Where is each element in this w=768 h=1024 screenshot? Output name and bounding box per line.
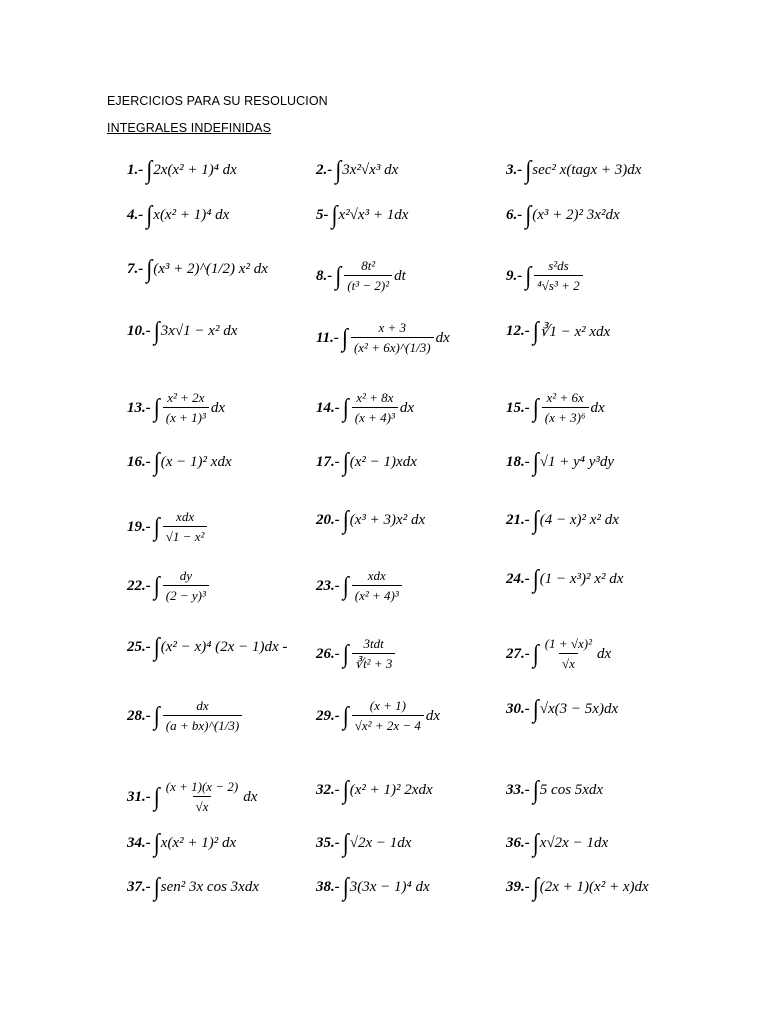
fraction [163, 509, 208, 545]
integral-sign: ∫ [153, 316, 160, 345]
integrand: (x³ + 2)² 3x²dx [532, 206, 620, 223]
fraction [344, 258, 392, 294]
integrand: (x³ + 3)x² dx [349, 511, 426, 528]
exercise-item [506, 828, 609, 857]
exercise-number: 11.- [316, 329, 339, 346]
integral-sign: ∫ [532, 447, 539, 476]
exercise-item [127, 698, 244, 734]
exercise-item [316, 872, 430, 901]
integral-sign: ∫ [525, 155, 532, 184]
exercise-number: 30.- [506, 700, 530, 717]
numerator: 8t² [361, 258, 376, 273]
integral-sign: ∫ [335, 261, 342, 290]
integral-sign: ∫ [532, 872, 539, 901]
integral-sign: ∫ [153, 828, 160, 857]
page-title: EJERCICIOS PARA SU RESOLUCION [107, 94, 328, 108]
exercise-item [506, 505, 619, 534]
exercise-number: 4.- [127, 206, 144, 223]
numerator: x² + 8x [356, 390, 394, 405]
integrand: x(x² + 1)² dx [160, 834, 237, 851]
exercise-item [127, 200, 230, 229]
integral-sign: ∫ [532, 505, 539, 534]
integrand: (4 − x)² x² dx [539, 511, 619, 528]
numerator: dy [179, 568, 192, 583]
integral-sign: ∫ [532, 393, 539, 422]
exercise-number: 27.- [506, 645, 530, 662]
exercise-number: 22.- [127, 577, 151, 594]
differential: dx [590, 399, 605, 416]
numerator: dx [196, 698, 209, 713]
integral-sign: ∫ [342, 505, 349, 534]
integral-sign: ∫ [146, 254, 153, 283]
exercise-number: 1.- [127, 161, 144, 178]
denominator: (x² + 4)³ [352, 585, 402, 604]
exercise-number: 26.- [316, 645, 340, 662]
integral-sign: ∫ [342, 639, 349, 668]
integrand: (x² − 1)xdx [349, 453, 417, 470]
integral-sign: ∫ [532, 775, 539, 804]
differential: dx [435, 329, 450, 346]
differential: dx [210, 399, 226, 416]
numerator: xdx [176, 509, 195, 524]
fraction [163, 698, 242, 734]
exercise-number: 33.- [506, 781, 530, 798]
exercise-number: 36.- [506, 834, 530, 851]
integrand: x(x² + 1)⁴ dx [153, 206, 230, 223]
differential: dx [425, 707, 441, 724]
exercise-item [506, 258, 585, 294]
integrand: (1 − x³)² x² dx [539, 570, 624, 587]
integral-sign: ∫ [146, 200, 153, 229]
integrand: sen² 3x cos 3xdx [160, 878, 259, 895]
exercise-item [506, 316, 611, 345]
exercise-number: 34.- [127, 834, 151, 851]
integral-sign: ∫ [532, 316, 539, 345]
exercise-item [127, 632, 288, 661]
denominator: √1 − x² [163, 526, 208, 545]
exercise-item [506, 775, 604, 804]
integral-sign: ∫ [342, 872, 349, 901]
integrand: (x − 1)² xdx [160, 453, 232, 470]
fraction [352, 636, 396, 672]
integral-sign: ∫ [342, 775, 349, 804]
exercise-number: 23.- [316, 577, 340, 594]
numerator: (1 + √x)² [544, 636, 593, 651]
exercise-item [127, 390, 225, 426]
denominator: (t³ − 2)² [344, 275, 392, 294]
exercise-item [506, 390, 605, 426]
fraction [163, 568, 209, 604]
exercise-number: 24.- [506, 570, 530, 587]
integral-sign: ∫ [525, 261, 532, 290]
exercise-number: 14.- [316, 399, 340, 416]
exercise-number: 9.- [506, 267, 523, 284]
numerator: x² + 6x [546, 390, 584, 405]
exercise-number: 2.- [316, 161, 333, 178]
exercise-number: 28.- [127, 707, 151, 724]
denominator: (a + bx)^(1/3) [163, 715, 242, 734]
numerator: (x + 1)(x − 2) [165, 779, 239, 794]
integral-sign: ∫ [525, 200, 532, 229]
integral-sign: ∫ [335, 155, 342, 184]
integral-sign: ∫ [153, 393, 160, 422]
exercise-number: 31.- [127, 788, 151, 805]
denominator: √x² + 2x − 4 [352, 715, 424, 734]
integral-sign: ∫ [532, 639, 539, 668]
fraction [163, 779, 241, 815]
exercise-number: 15.- [506, 399, 530, 416]
differential: dx [399, 399, 415, 416]
exercise-item [316, 200, 409, 229]
numerator: (x + 1) [369, 698, 406, 713]
exercise-item [506, 564, 624, 593]
fraction [542, 636, 595, 672]
differential: dx [243, 788, 258, 805]
denominator: (x + 4)³ [352, 407, 398, 426]
exercise-number: 17.- [316, 453, 340, 470]
denominator: √x [559, 653, 578, 672]
integral-sign: ∫ [153, 632, 160, 661]
exercise-item [316, 828, 412, 857]
integral-sign: ∫ [331, 200, 338, 229]
numerator: x² + 2x [167, 390, 205, 405]
denominator: (2 − y)³ [163, 585, 209, 604]
integrand: 3x²√x³ dx [342, 161, 399, 178]
fraction [534, 258, 582, 294]
exercise-item [127, 316, 238, 345]
integrand: ∛1 − x² xdx [539, 323, 611, 340]
integrand: (x² − x)⁴ (2x − 1)dx - [160, 638, 288, 655]
denominator: (x² + 6x)^(1/3) [351, 337, 434, 356]
integral-sign: ∫ [153, 571, 160, 600]
integrand: 2x(x² + 1)⁴ dx [153, 161, 237, 178]
exercise-item [316, 447, 417, 476]
integrand: 3(3x − 1)⁴ dx [349, 878, 430, 895]
exercise-item [316, 775, 433, 804]
integrand: (x² + 1)² 2xdx [349, 781, 433, 798]
integrand: (2x + 1)(x² + x)dx [539, 878, 649, 895]
fraction [542, 390, 589, 426]
denominator: √x [193, 796, 212, 815]
exercise-item [127, 568, 211, 604]
exercise-number: 18.- [506, 453, 530, 470]
integrand: √1 + y⁴ y³dy [539, 453, 615, 470]
fraction [352, 390, 398, 426]
exercise-item [506, 200, 620, 229]
integrand: x²√x³ + 1dx [338, 206, 409, 223]
numerator: 3tdt [363, 636, 384, 651]
exercise-item [506, 447, 615, 476]
integral-sign: ∫ [153, 701, 160, 730]
fraction [352, 698, 424, 734]
exercise-number: 20.- [316, 511, 340, 528]
integral-sign: ∫ [342, 571, 349, 600]
differential: dx [597, 645, 612, 662]
exercise-item [316, 698, 440, 734]
integral-sign: ∫ [153, 872, 160, 901]
exercise-item [127, 872, 259, 901]
denominator: ⁴√s³ + 2 [534, 275, 582, 294]
exercise-item [127, 779, 257, 815]
exercise-number: 19.- [127, 518, 151, 535]
exercise-number: 7.- [127, 260, 144, 277]
exercise-item [316, 390, 414, 426]
exercise-item [127, 254, 268, 283]
section-title: INTEGRALES INDEFINIDAS [107, 121, 272, 135]
fraction [352, 568, 402, 604]
integral-sign: ∫ [532, 564, 539, 593]
integral-sign: ∫ [341, 323, 348, 352]
exercise-number: 16.- [127, 453, 151, 470]
exercise-number: 21.- [506, 511, 530, 528]
numerator: x + 3 [378, 320, 407, 335]
fraction [351, 320, 434, 356]
integral-sign: ∫ [146, 155, 153, 184]
exercise-item [316, 155, 399, 184]
differential: dt [394, 267, 406, 284]
exercise-number: 3.- [506, 161, 523, 178]
exercise-item [506, 155, 642, 184]
exercise-number: 10.- [127, 322, 151, 339]
exercise-number: 37.- [127, 878, 151, 895]
integrand: 3x√1 − x² dx [160, 322, 238, 339]
exercise-number: 32.- [316, 781, 340, 798]
exercise-item [506, 636, 611, 672]
exercise-item [316, 258, 406, 294]
integral-sign: ∫ [532, 694, 539, 723]
exercise-number: 29.- [316, 707, 340, 724]
integral-sign: ∫ [153, 782, 160, 811]
integrand: sec² x(tagx + 3)dx [532, 161, 642, 178]
integrand: (x³ + 2)^(1/2) x² dx [153, 260, 268, 277]
exercise-number: 39.- [506, 878, 530, 895]
exercise-item [127, 447, 232, 476]
integrand: √2x − 1dx [349, 834, 412, 851]
exercise-item [127, 509, 209, 545]
exercise-item [506, 872, 649, 901]
exercise-number: 6.- [506, 206, 523, 223]
numerator: s²ds [548, 258, 569, 273]
exercise-item [127, 828, 237, 857]
exercise-number: 12.- [506, 322, 530, 339]
exercise-number: 38.- [316, 878, 340, 895]
exercise-item [316, 636, 397, 672]
integral-sign: ∫ [532, 828, 539, 857]
exercise-item [316, 568, 404, 604]
integrand: √x(3 − 5x)dx [539, 700, 619, 717]
exercise-number: 8.- [316, 267, 333, 284]
exercise-item [316, 320, 450, 356]
integral-sign: ∫ [153, 512, 160, 541]
denominator: (x + 1)³ [163, 407, 209, 426]
integral-sign: ∫ [342, 447, 349, 476]
integrand: x√2x − 1dx [539, 834, 609, 851]
integral-sign: ∫ [342, 828, 349, 857]
fraction [163, 390, 209, 426]
exercise-number: 5- [316, 206, 329, 223]
exercise-item [506, 694, 619, 723]
denominator: ∛t² + 3 [352, 653, 396, 672]
integral-sign: ∫ [342, 393, 349, 422]
integrand: 5 cos 5xdx [539, 781, 604, 798]
exercise-item [127, 155, 237, 184]
denominator: (x + 3)⁶ [542, 407, 589, 426]
integral-sign: ∫ [153, 447, 160, 476]
exercise-number: 35.- [316, 834, 340, 851]
numerator: xdx [367, 568, 386, 583]
integral-sign: ∫ [342, 701, 349, 730]
exercise-number: 25.- [127, 638, 151, 655]
exercise-item [316, 505, 426, 534]
exercise-number: 13.- [127, 399, 151, 416]
